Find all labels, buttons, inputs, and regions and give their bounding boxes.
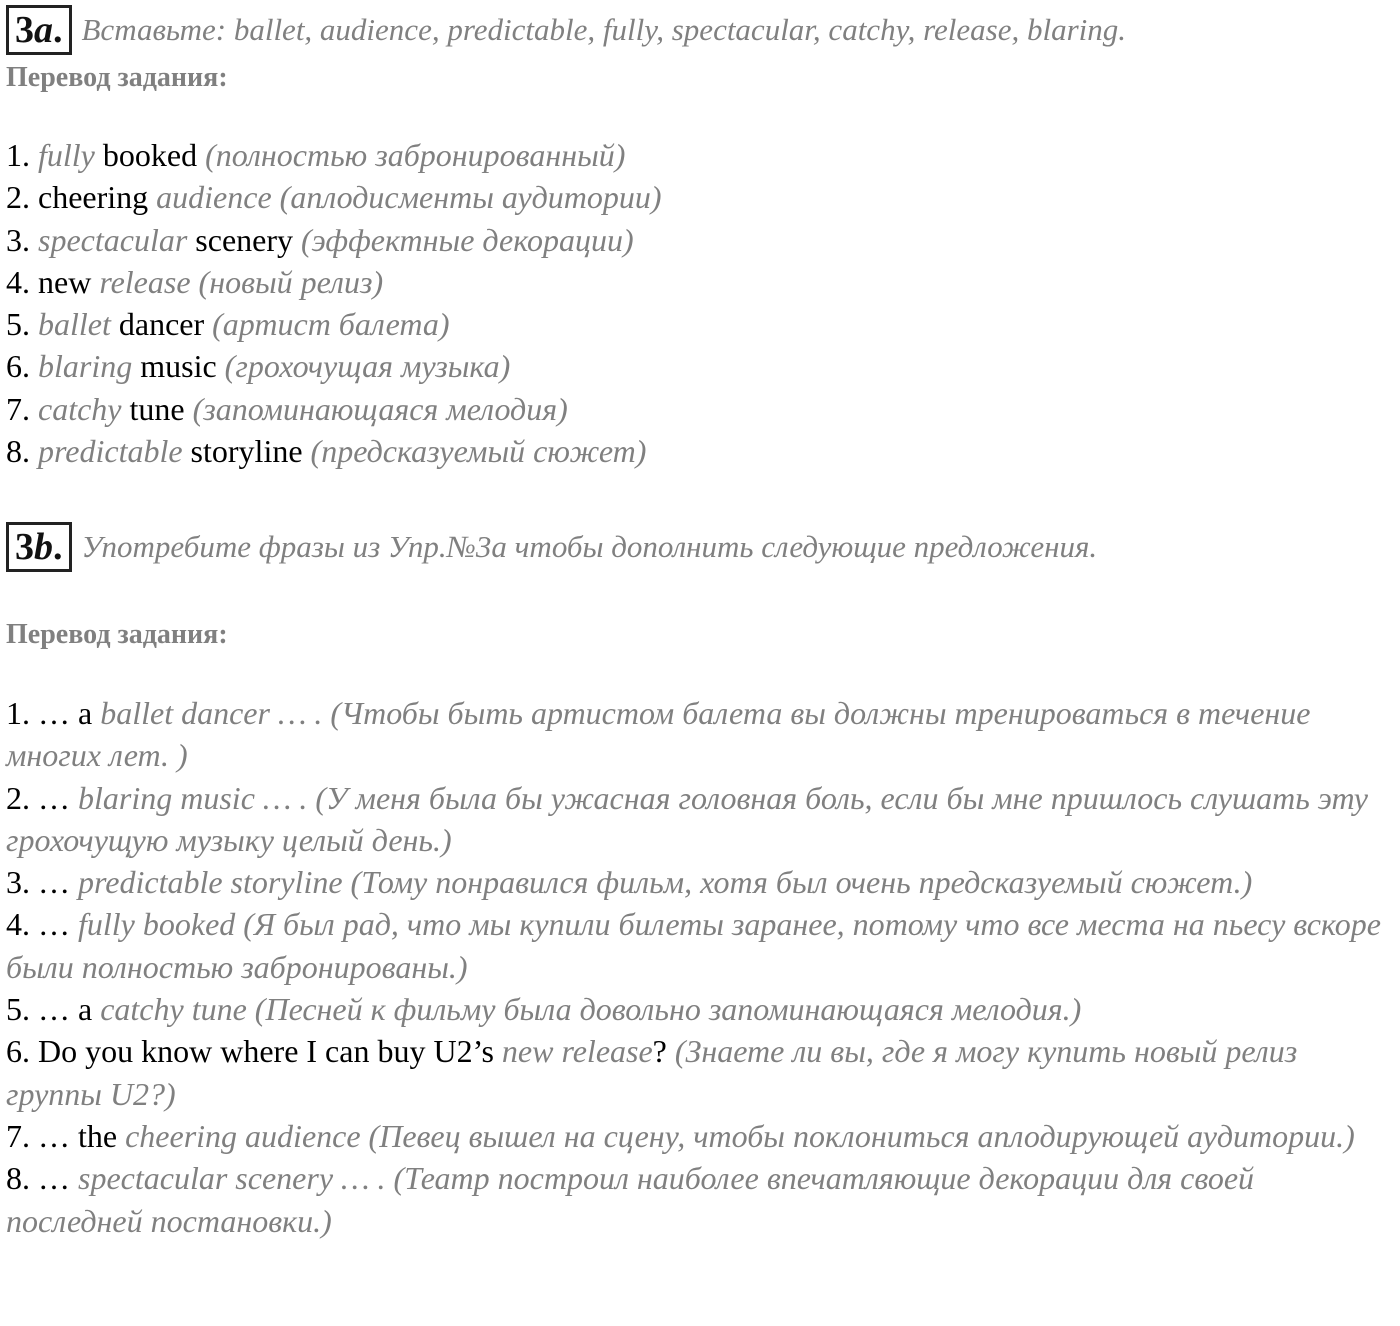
task-3b-badge: 3b. xyxy=(6,522,72,572)
task-3b-item-1: 1. … a ballet dancer … . (Чтобы быть артистом балета вы должны тренироваться в течение многих лет. ) xyxy=(6,695,1311,774)
task-3b-list xyxy=(6,692,1398,1242)
task-3a-instruction: Вставьте: ballet, audience, predictable, fully, spectacular, catchy, release, blaring. xyxy=(81,12,1127,47)
task-3a-item-6: 6. blaring music (грохочущая музыка) xyxy=(6,348,511,385)
task-3a-item-3: 3. spectacular scenery (эффектные декорации) xyxy=(6,221,634,258)
task-3b-instruction: Употребите фразы из Упр.№3a чтобы дополнить следующие предложения. xyxy=(81,529,1098,564)
task-3b-item-8: 8. … spectacular scenery … . (Театр построил наиболее впечатляющие декорации для своей последней постановки.) xyxy=(6,1160,1255,1239)
task-3a-item-1: 1. fully booked (полностью забронированный) xyxy=(6,137,626,173)
task-3a-item-8: 8. predictable storyline (предсказуемый сюжет) xyxy=(6,433,647,470)
task-3a-header xyxy=(6,5,1126,55)
task-3b-item-6: 6. Do you know where I can buy U2’s new release? (Знаете ли вы, где я могу купить новый релиз группы U2?) xyxy=(6,1033,1298,1112)
task-3a-badge: 3a. xyxy=(6,5,72,55)
task-3b-item-2: 2. … blaring music … . (У меня была бы ужасная головная боль, если бы мне пришлось слушать эту грохочущую музыку целый день.) xyxy=(6,779,1368,858)
task-3a-translation-heading: Перевод задания: xyxy=(6,62,228,93)
task-3a-item-5: 5. ballet dancer (артист балета) xyxy=(6,306,450,343)
task-3b-item-3: 3. … predictable storyline (Тому понравился фильм, хотя был очень предсказуемый сюжет.) xyxy=(6,864,1253,901)
task-3b-translation-heading: Перевод задания: xyxy=(6,619,228,650)
task-3a-item-7: 7. catchy tune (запоминающаяся мелодия) xyxy=(6,390,568,427)
task-3b-header xyxy=(6,522,1097,572)
task-3b-item-5: 5. … a catchy tune (Песней к фильму была довольно запоминающаяся мелодия.) xyxy=(6,991,1082,1028)
task-3a-list xyxy=(6,134,662,472)
task-3b-item-4: 4. … fully booked (Я был рад, что мы купили билеты заранее, потому что все места на пьесу вскоре были полностью забронированы.) xyxy=(6,906,1381,985)
task-3b-item-7: 7. … the cheering audience (Певец вышел на сцену, чтобы поклониться аплодирующей аудитории.) xyxy=(6,1117,1355,1154)
task-3a-item-4: 4. new release (новый релиз) xyxy=(6,263,384,300)
task-3a-item-2: 2. cheering audience (аплодисменты аудитории) xyxy=(6,179,662,216)
